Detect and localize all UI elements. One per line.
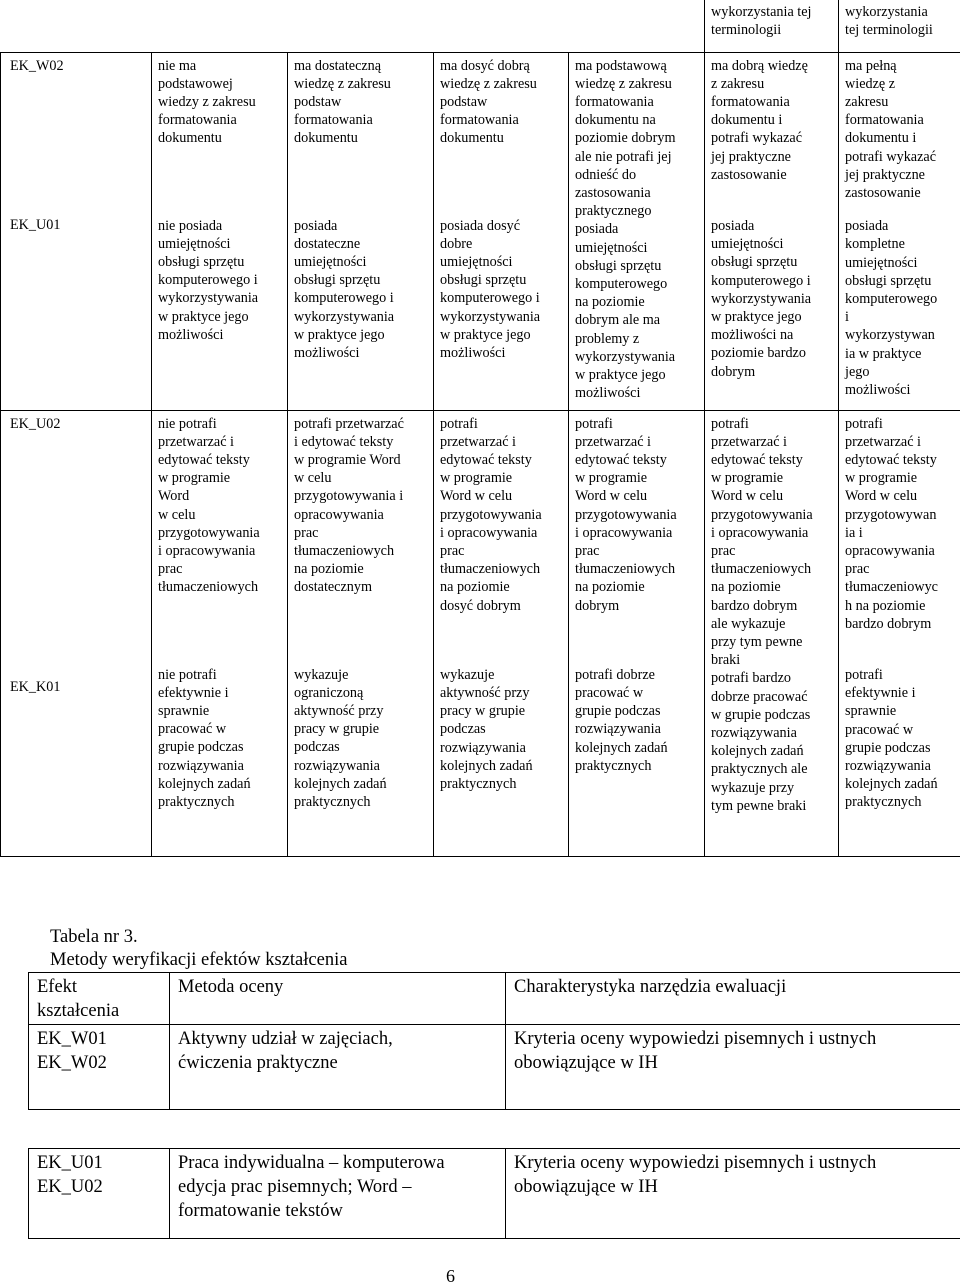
criterion-text: potrafi bardzo dobrze pracować w grupie podczas rozwiązywania kolejnych zadań praktycznych ale wykazuje przy tym pewne braki <box>711 669 834 815</box>
table-title: Metody weryfikacji efektów kształcenia <box>50 949 347 972</box>
criterion-text: posiada kompletne umiejętności obsługi sprzętu komputerowego i wykorzystywan ia w praktyce jego możliwości <box>845 217 956 399</box>
criterion-text: nie ma podstawowej wiedzy z zakresu formatowania dokumentu <box>158 57 283 148</box>
criterion-text: ma dobrą wiedzę z zakresu formatowania dokumentu i potrafi wykazać jej praktyczne zastosowanie <box>711 57 834 184</box>
table-gap <box>29 1109 960 1148</box>
grade-cell <box>152 410 288 856</box>
criterion-text: nie potrafi efektywnie i sprawnie pracować w grupie podczas rozwiązywania kolejnych zadań praktycznych <box>158 666 283 812</box>
effect-code: EK_U01 <box>10 216 147 234</box>
criterion-text: posiada umiejętności obsługi sprzętu komputerowego i wykorzystywania w praktyce jego możliwości na poziomie bardzo dobrym <box>711 217 834 381</box>
method-cell: Praca indywidualna – komputerowa edycja prac pisemnych; Word – formatowanie tekstów <box>170 1148 506 1238</box>
method-cell: Aktywny udział w zajęciach, ćwiczenia praktyczne <box>170 1024 506 1109</box>
criterion-text: potrafi przetwarzać i edytować teksty w programie Word w celu przygotowywania i opracowywania prac tłumaczeniowych na poziomie dobrym <box>575 415 700 615</box>
cell-text: wykorzystania tej terminologii <box>845 3 956 39</box>
grade-cell <box>569 52 705 410</box>
cell-text: wykorzystania tej terminologii <box>711 3 834 39</box>
effect-codes-cell: EK_U01 EK_U02 <box>29 1148 170 1238</box>
effect-code-cell <box>1 52 152 410</box>
effect-code: EK_W02 <box>10 57 147 75</box>
effect-code: EK_K01 <box>10 678 147 696</box>
grade-cell <box>288 52 434 410</box>
criterion-text: ma pełną wiedzę z zakresu formatowania dokumentu i potrafi wykazać jej praktyczne zastosowanie <box>845 57 956 203</box>
grade-cell <box>434 410 569 856</box>
table-row <box>1 52 960 410</box>
grade-cell <box>839 410 960 856</box>
continuation-cell <box>1 0 152 52</box>
continuation-cell <box>152 0 288 52</box>
criterion-text: potrafi dobrze pracować w grupie podczas rozwiązywania kolejnych zadań praktycznych <box>575 666 700 775</box>
table-row <box>1 410 960 856</box>
page-number: 6 <box>446 1266 455 1286</box>
continuation-cell <box>288 0 434 52</box>
characteristics-cell: Kryteria oceny wypowiedzi pisemnych i ustnych obowiązujące w IH <box>506 1024 960 1109</box>
grade-cell <box>839 52 960 410</box>
criterion-text: posiada dostateczne umiejętności obsługi sprzętu komputerowego i wykorzystywania w praktyce jego możliwości <box>294 217 429 363</box>
effect-code-cell <box>1 410 152 856</box>
continuation-cell <box>705 0 839 52</box>
verification-methods-table <box>28 972 960 1239</box>
criterion-text: potrafi przetwarzać i edytować teksty w programie Word w celu przygotowywania i opracowywania prac tłumaczeniowych na poziomie bardzo dobrym ale wykazuje przy tym pewne braki <box>711 415 834 670</box>
criterion-text: nie potrafi przetwarzać i edytować teksty w programie Word w celu przygotowywania i opracowywania prac tłumaczeniowych <box>158 415 283 597</box>
grade-cell <box>569 410 705 856</box>
criterion-text: ma dosyć dobrą wiedzę z zakresu podstaw formatowania dokumentu <box>440 57 564 148</box>
header-characteristics: Charakterystyka narzędzia ewaluacji <box>506 973 960 1025</box>
effect-codes-cell: EK_W01 EK_W02 <box>29 1024 170 1109</box>
criterion-text: potrafi przetwarzać i edytować teksty w programie Word w celu przygotowywan ia i opracowywania prac tłumaczeniowyc h na poziomie bardzo dobrym <box>845 415 956 633</box>
criterion-text: wykazuje aktywność przy pracy w grupie podczas rozwiązywania kolejnych zadań praktycznych <box>440 666 564 793</box>
table-row <box>29 1148 960 1238</box>
table-continuation-row <box>1 0 960 52</box>
criterion-text: nie posiada umiejętności obsługi sprzętu komputerowego i wykorzystywania w praktyce jego możliwości <box>158 217 283 344</box>
header-method: Metoda oceny <box>170 973 506 1025</box>
criterion-text: posiada dosyć dobre umiejętności obsługi sprzętu komputerowego i wykorzystywania w praktyce jego możliwości <box>440 217 564 363</box>
criterion-text: potrafi efektywnie i sprawnie pracować w grupie podczas rozwiązywania kolejnych zadań praktycznych <box>845 666 956 812</box>
characteristics-cell: Kryteria oceny wypowiedzi pisemnych i ustnych obowiązujące w IH <box>506 1148 960 1238</box>
table-caption <box>50 926 347 972</box>
grade-cell <box>152 52 288 410</box>
continuation-cell <box>839 0 960 52</box>
criterion-text: potrafi przetwarzać i edytować teksty w programie Word w celu przygotowywania i opracowywania prac tłumaczeniowych na poziomie dostatecznym <box>294 415 429 597</box>
criterion-text: ma dostateczną wiedzę z zakresu podstaw formatowania dokumentu <box>294 57 429 148</box>
grade-cell <box>288 410 434 856</box>
criterion-text: ma podstawową wiedzę z zakresu formatowania dokumentu na poziomie dobrym ale nie potrafi jej odnieść do zastosowania praktycznego <box>575 57 700 221</box>
table-row <box>29 1024 960 1109</box>
effect-code: EK_U02 <box>10 415 147 433</box>
criterion-text: potrafi przetwarzać i edytować teksty w programie Word w celu przygotowywania i opracowywania prac tłumaczeniowych na poziomie dosyć dobrym <box>440 415 564 615</box>
continuation-cell <box>434 0 569 52</box>
table-number: Tabela nr 3. <box>50 926 347 949</box>
criterion-text: wykazuje ograniczoną aktywność przy pracy w grupie podczas rozwiązywania kolejnych zadań praktycznych <box>294 666 429 812</box>
grade-cell <box>705 410 839 856</box>
grade-cell <box>434 52 569 410</box>
grade-cell <box>705 52 839 410</box>
continuation-cell <box>569 0 705 52</box>
header-effect: Efekt kształcenia <box>29 973 170 1025</box>
criterion-text: posiada umiejętności obsługi sprzętu komputerowego na poziomie dobrym ale ma problemy z wykorzystywania w praktyce jego możliwości <box>575 220 700 402</box>
table-header-row <box>29 973 960 1025</box>
